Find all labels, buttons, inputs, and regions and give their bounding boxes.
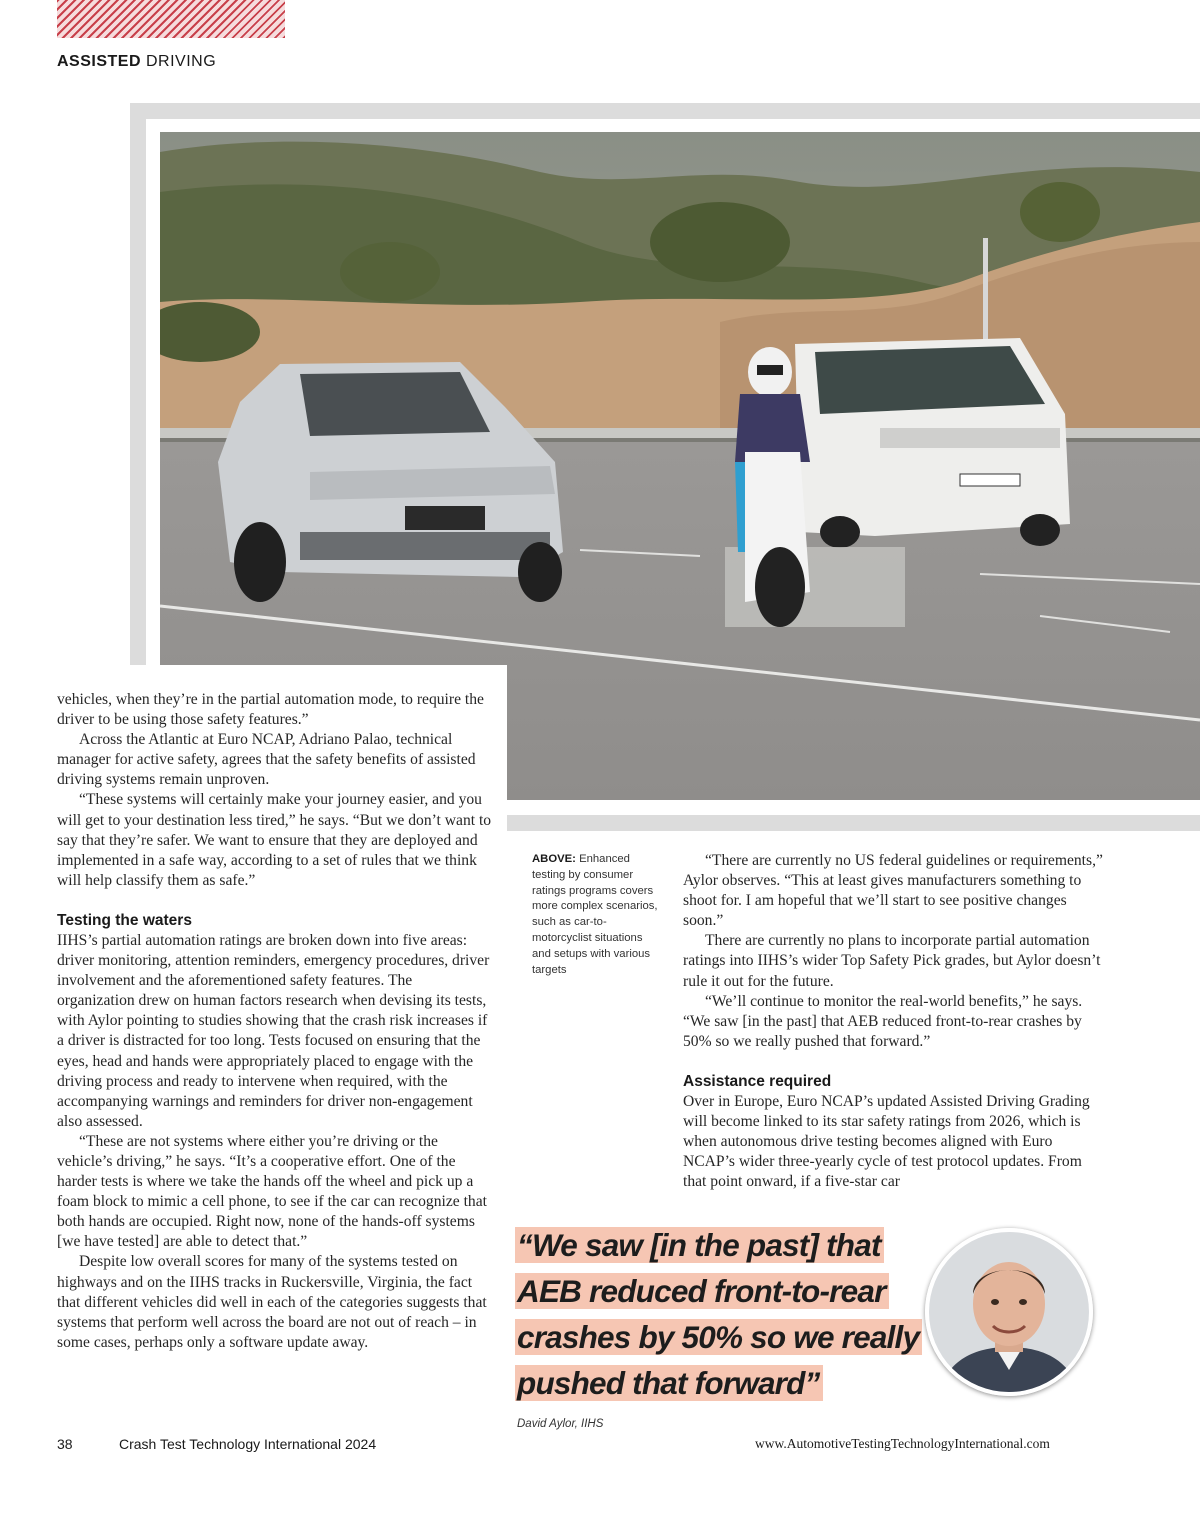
body-paragraph: There are currently no plans to incorporate partial automation ratings into IIHS’s wider Top Safety Pick grades, but Aylor doesn’t rule it out for the future. xyxy=(683,932,1101,990)
body-paragraph: Over in Europe, Euro NCAP’s updated Assisted Driving Grading will become linked to its star safety ratings from 2026, which is when autonomous drive testing becomes aligned with Euro NCAP’s wider three-yearly cycle of test protocol updates. From that point onward, if a five-star car xyxy=(683,1092,1090,1191)
portrait-photo xyxy=(925,1228,1093,1396)
decorative-hatch-bar xyxy=(57,0,285,38)
pull-quote-text: “We saw [in the past] that AEB reduced front-to-rear crashes by 50% so we really pushed that forward” xyxy=(515,1227,922,1401)
page-number: 38 xyxy=(57,1436,73,1452)
publication-name: Crash Test Technology International 2024 xyxy=(119,1436,377,1452)
website-url: www.AutomotiveTestingTechnologyInternational.com xyxy=(755,1436,1050,1451)
subheading-testing-the-waters: Testing the waters xyxy=(57,911,192,929)
body-paragraph: Despite low overall scores for many of the systems tested on highways and on the IIHS tracks in Ruckersville, Virginia, the fact that different vehicles did well in each of the categories suggests that systems that perform well across the board are not out of reach – in some cases, perhaps only a software update away. xyxy=(57,1253,487,1351)
photo-frame-left xyxy=(130,103,146,665)
photo-frame-bottom xyxy=(507,815,1200,831)
photo-frame-top xyxy=(130,103,1200,119)
pull-quote xyxy=(515,1222,945,1406)
body-column-right xyxy=(683,851,1105,1192)
photo-caption xyxy=(532,852,662,978)
body-paragraph: “These are not systems where either you’re driving or the vehicle’s driving,” he says. “It’s a cooperative effort. One of the harder tests is where we take the hands off the wheel and pick up a foam block to mimic a cell phone, to see if the car can recognize that both hands are occupied. Right now, none of the hands-off systems [we have tested] are able to detect that.” xyxy=(57,1132,487,1251)
body-paragraph: “These systems will certainly make your journey easier, and you will get to your destination less tired,” he says. “But we don’t want to say that they’re safer. We want to ensure that they are deployed and implemented in a safe way, according to a set of rules that we think will help classify them as safe.” xyxy=(57,791,492,889)
body-paragraph: Across the Atlantic at Euro NCAP, Adriano Palao, technical manager for active safety, agrees that the safety benefits of assisted driving systems remain unproven. xyxy=(57,731,476,789)
body-paragraph: IIHS’s partial automation ratings are broken down into five areas: driver monitoring, attention reminders, emergency procedures, driver involvement and the aforementioned safety features. The organization drew on human factors research when devising its tests, with Aylor pointing to studies showing that the crash risk increases if a driver is distracted for too long. Tests focused on ensuring that the eyes, head and hands were appropriately placed to engage with the driving process and ready to intervene when required, with the accompanying warnings and reminders for driver non-engagement also assessed. xyxy=(57,931,490,1130)
subheading-assistance-required: Assistance required xyxy=(683,1072,832,1090)
caption-label: ABOVE: xyxy=(532,853,576,865)
section-label xyxy=(57,53,216,71)
section-label-bold: ASSISTED xyxy=(57,53,142,70)
caption-text: Enhanced testing by consumer ratings programs covers more complex scenarios, such as car-to-motorcyclist situations and setups with various targets xyxy=(532,853,658,976)
body-paragraph: vehicles, when they’re in the partial automation mode, to require the driver to be using those safety features.” xyxy=(57,691,484,729)
body-column-left xyxy=(57,690,493,1353)
body-paragraph: “There are currently no US federal guidelines or requirements,” Aylor observes. “This at least gives manufacturers something to shoot for. I am hopeful that we’ll start to see positive changes soon.” xyxy=(683,852,1103,930)
pull-quote-attribution: David Aylor, IIHS xyxy=(517,1418,604,1430)
body-paragraph: “We’ll continue to monitor the real-world benefits,” he says. “We saw [in the past] that AEB reduced front-to-rear crashes by 50% so we really pushed that forward.” xyxy=(683,992,1083,1050)
section-label-light: DRIVING xyxy=(145,53,217,70)
